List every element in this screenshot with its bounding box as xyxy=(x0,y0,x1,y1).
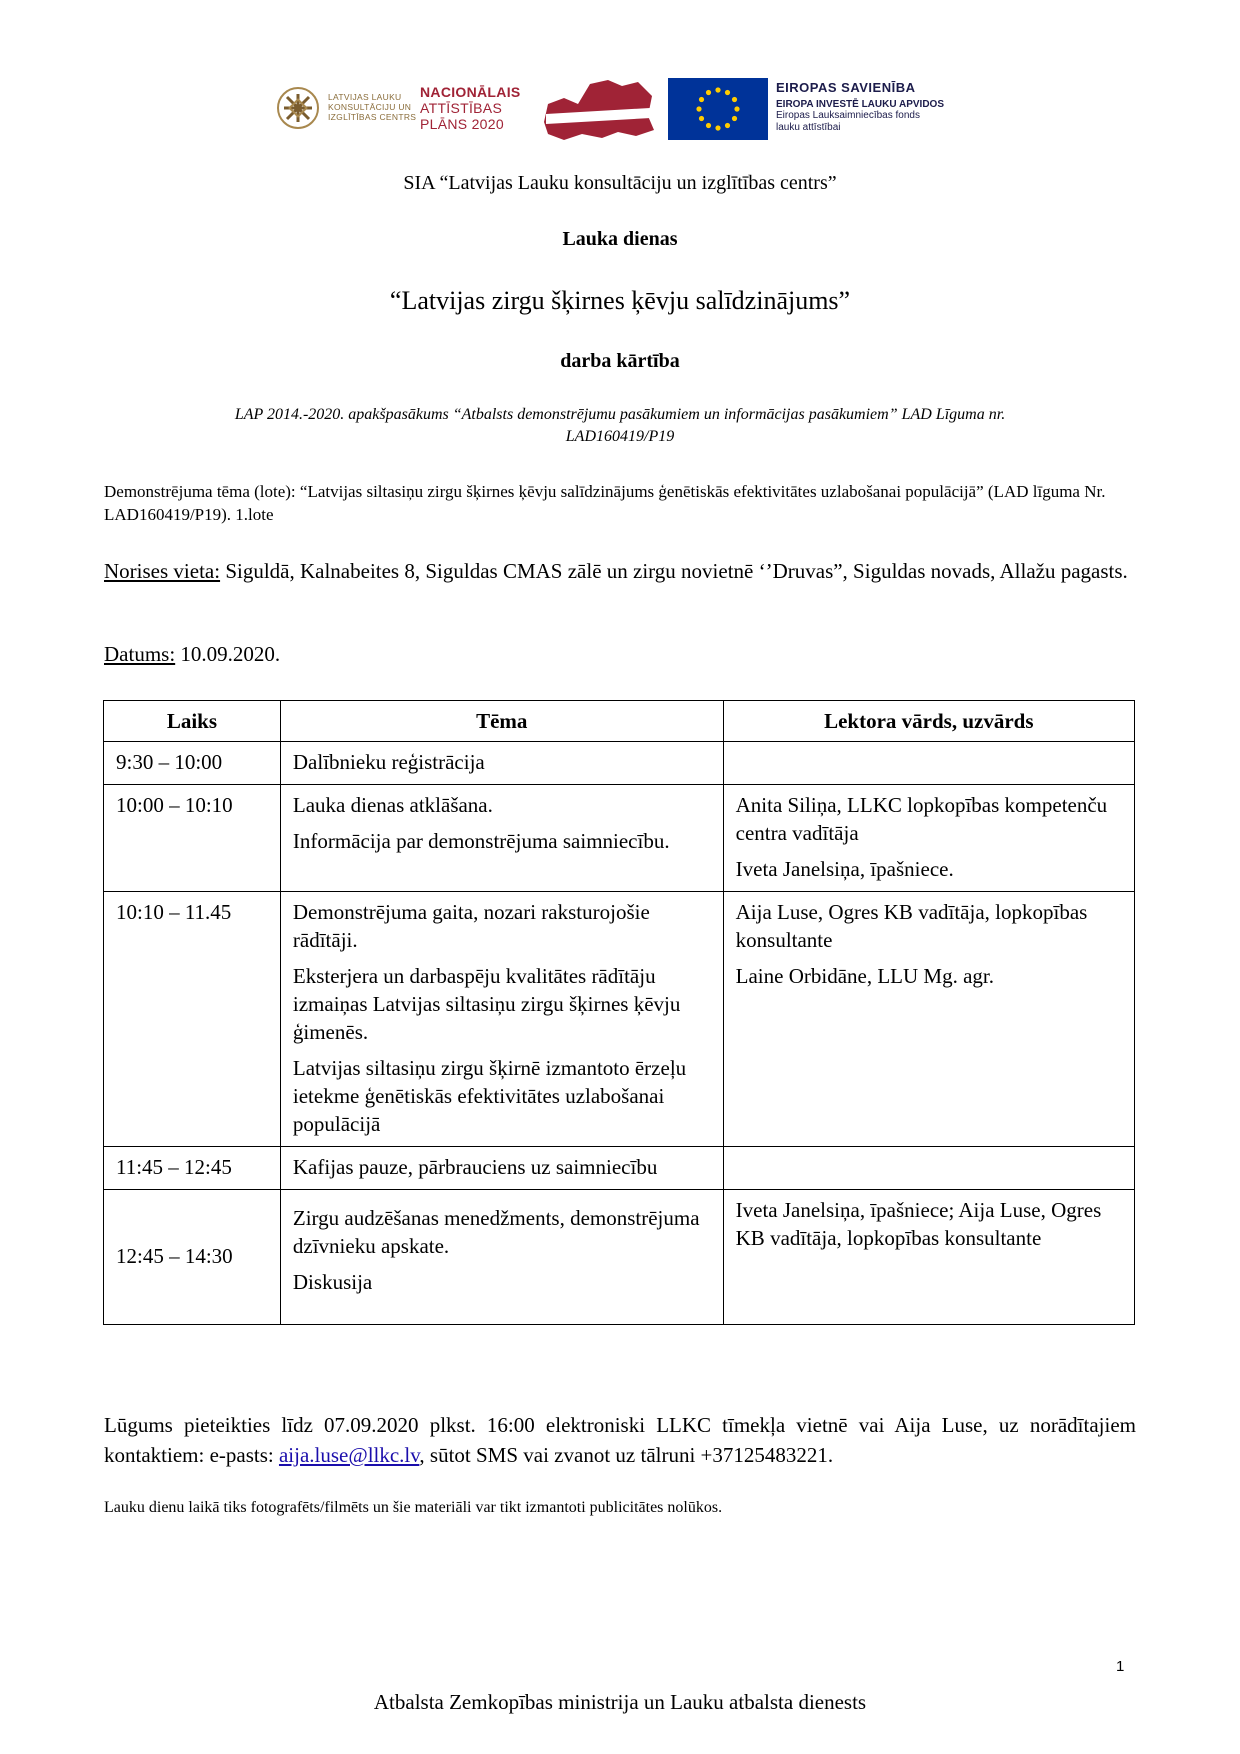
lecturer-cell xyxy=(723,1190,1134,1325)
date xyxy=(104,643,1136,666)
time-cell: 11:45 – 12:45 xyxy=(104,1147,281,1190)
page-number: 1 xyxy=(1116,1658,1125,1675)
table-row xyxy=(104,742,1135,785)
lecturer-item: Laine Orbidāne, LLU Mg. agr. xyxy=(735,964,994,988)
topic-item: Zirgu audzēšanas menedžments, demonstrējuma dzīvnieku apskate. xyxy=(292,1206,700,1258)
lecturer-item: Iveta Janelsiņa, īpašniece; Aija Luse, Ogres KB vadītāja, lopkopības konsultante xyxy=(735,1198,1102,1250)
llkc-logo-icon xyxy=(276,86,320,130)
topic-item: Diskusija xyxy=(292,1270,373,1294)
agenda-label: darba kārtība xyxy=(560,350,680,372)
footer-text: Atbalsta Zemkopības ministrija un Lauku atbalsta dienests xyxy=(373,1690,867,1714)
topic-item: Kafijas pauze, pārbrauciens uz saimniecību xyxy=(292,1155,658,1179)
location-value: Siguldā, Kalnabeites 8, Siguldas CMAS zālē un zirgu novietnē ‘’Druvas”, Siguldas novads, Allažu pagasts. xyxy=(220,559,1128,583)
registration-text: Lūgums pieteikties līdz 07.09.2020 plkst. 16:00 elektroniski LLKC tīmekļa vietnē vai Aija Luse, uz norādītajiem kontaktiem: e-pasts: xyxy=(104,1413,1136,1467)
lecturer-item: Aija Luse, Ogres KB vadītāja, lopkopības konsultante xyxy=(735,900,1088,952)
table-row xyxy=(104,1190,1135,1325)
demo-theme: Demonstrējuma tēma (lote): “Latvijas siltasiņu zirgu šķirnes ķēvju salīdzinājums ģenētiskās efektivitātes uzlabošanai populācijā” (LAD līguma Nr. LAD160419/P19). 1.lote xyxy=(104,482,1106,524)
topic-item: Informācija par demonstrējuma saimniecību. xyxy=(292,829,670,853)
page-title: “Latvijas zirgu šķirnes ķēvju salīdzinājums” xyxy=(389,286,851,315)
column-header-topic: Tēma xyxy=(280,701,723,742)
latvia-map-icon xyxy=(538,74,658,144)
eu-logo-text: EIROPAS SAVIENĪBA EIROPA INVESTĒ LAUKU APVIDOS Eiropas Lauksaimniecības fonds lauku attīstībai xyxy=(776,80,944,133)
email-link[interactable]: aija.luse@llkc.lv xyxy=(278,1443,420,1467)
column-header-lecturer: Lektora vārds, uzvārds xyxy=(723,701,1134,742)
registration-request xyxy=(104,1410,1136,1470)
time-cell: 10:00 – 10:10 xyxy=(104,785,281,892)
lecturer-cell xyxy=(723,785,1134,892)
registration-text-end: , sūtot SMS vai zvanot uz tālruni +37125483221. xyxy=(419,1443,834,1467)
logo-strip xyxy=(270,72,970,144)
time-cell: 12:45 – 14:30 xyxy=(104,1190,281,1325)
lecturer-cell xyxy=(723,892,1134,1147)
table-row xyxy=(104,1147,1135,1190)
topic-item: Demonstrējuma gaita, nozari raksturojošie rādītāji. xyxy=(292,900,650,952)
topic-cell xyxy=(280,1190,723,1325)
schedule-table xyxy=(103,700,1135,1325)
lecturer-item: Iveta Janelsiņa, īpašniece. xyxy=(735,857,954,881)
topic-cell xyxy=(280,742,723,785)
lecturer-item: Anita Siliņa, LLKC lopkopības kompetenču centra vadītāja xyxy=(735,793,1108,845)
topic-item: Dalībnieku reģistrācija xyxy=(292,750,485,774)
location-label: Norises vieta: xyxy=(104,559,221,583)
date-value: 10.09.2020. xyxy=(175,642,281,666)
topic-cell xyxy=(280,1147,723,1190)
lecturer-cell xyxy=(723,1147,1134,1190)
topic-item: Latvijas siltasiņu zirgu šķirnē izmantoto ērzeļu ietekme ģenētiskās efektivitātes uzlabošanai populācijā xyxy=(292,1056,687,1136)
lecturer-cell xyxy=(723,742,1134,785)
table-header-row xyxy=(104,701,1135,742)
table-row xyxy=(104,892,1135,1147)
photo-note: Lauku dienu laikā tiks fotografēts/filmēts un šie materiāli var tikt izmantoti publicitātes nolūkos. xyxy=(104,1499,723,1516)
nap-logo-text: NACIONĀLAIS ATTĪSTĪBAS PLĀNS 2020 xyxy=(420,84,521,132)
time-cell: 9:30 – 10:00 xyxy=(104,742,281,785)
llkc-logo-text: LATVIJAS LAUKU KONSULTĀCIJU UN IZGLĪTĪBAS CENTRS xyxy=(328,92,417,122)
table-row xyxy=(104,785,1135,892)
organization-name: SIA “Latvijas Lauku konsultāciju un izglītības centrs” xyxy=(403,172,837,194)
column-header-time: Laiks xyxy=(104,701,281,742)
topic-item: Lauka dienas atklāšana. xyxy=(292,793,493,817)
eu-flag-icon xyxy=(668,78,768,140)
location xyxy=(104,556,1136,586)
event-type: Lauka dienas xyxy=(562,228,678,250)
topic-item: Eksterjera un darbaspēju kvalitātes rādītāju izmaiņas Latvijas siltasiņu zirgu šķirnes ķēvju ģimenēs. xyxy=(292,964,681,1044)
topic-cell xyxy=(280,785,723,892)
topic-cell xyxy=(280,892,723,1147)
date-label: Datums: xyxy=(104,642,176,666)
program-reference: LAP 2014.-2020. apakšpasākums “Atbalsts demonstrējumu pasākumiem un informācijas pasākumiem” LAD Līguma nr. LAD160419/P19 xyxy=(234,406,1006,445)
time-cell: 10:10 – 11.45 xyxy=(104,892,281,1147)
